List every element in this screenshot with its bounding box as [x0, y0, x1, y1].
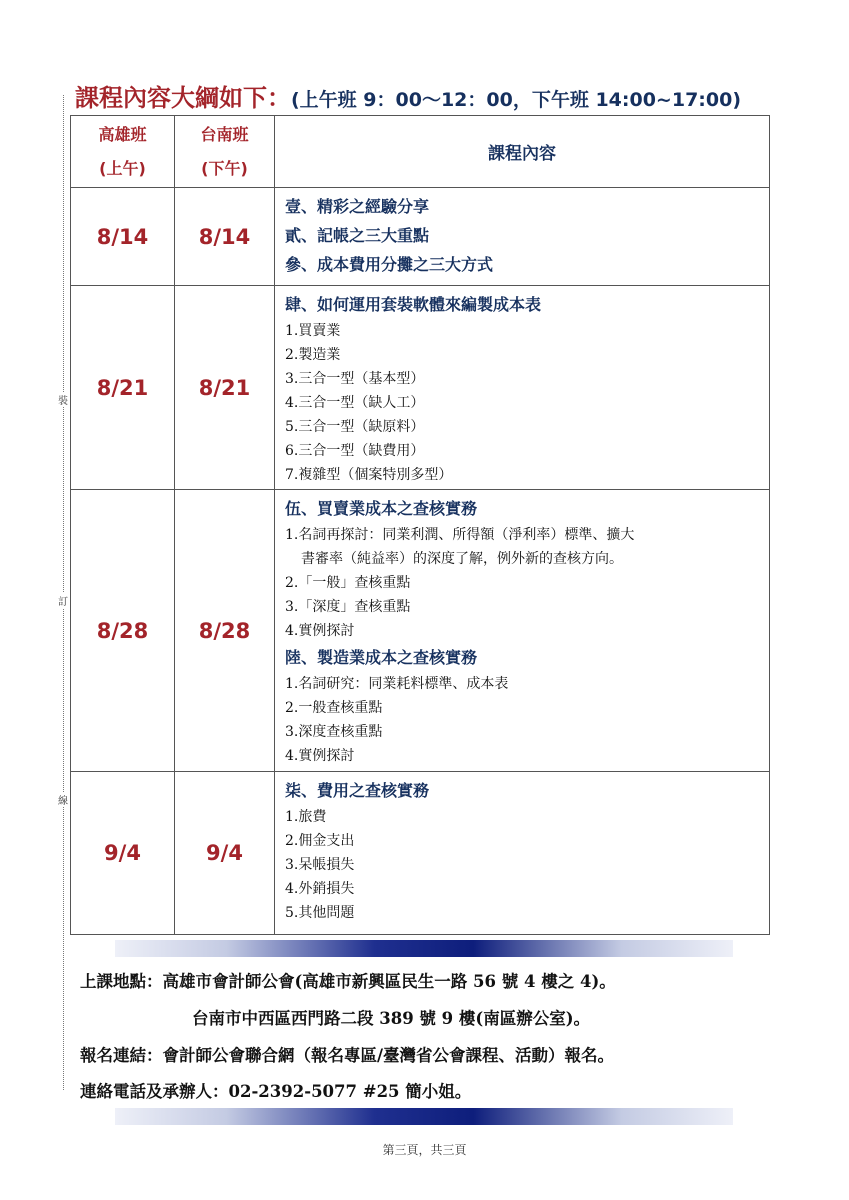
kaohsiung-date: 8/14	[71, 188, 175, 286]
course-content	[275, 490, 770, 772]
list-item: 3.呆帳損失	[285, 857, 355, 873]
list-item: 1.名詞再探討：同業利潤、所得額（淨利率）標準、擴大	[285, 527, 635, 543]
registration-info: 報名連結：會計師公會聯合網（報名專區/臺灣省公會課程、活動）報名。	[80, 1046, 615, 1065]
location-label: 上課地點：	[80, 972, 163, 991]
table-row	[71, 772, 770, 935]
list-item: 1.旅費	[285, 809, 327, 825]
list-item: 2.製造業	[285, 347, 341, 363]
list-item: 1.名詞研究：同業耗料標準、成本表	[285, 676, 509, 692]
location-tainan: 台南市中西區西門路二段 389 號 9 樓(南區辦公室)。	[192, 1009, 591, 1028]
course-content	[275, 286, 770, 490]
list-item: 5.其他問題	[285, 905, 355, 921]
table-row	[71, 490, 770, 772]
list-item: 書審率（純益率）的深度了解，例外新的查核方向。	[301, 551, 623, 567]
header-kaohsiung	[71, 116, 175, 188]
header-tainan	[175, 116, 275, 188]
list-item: 5.三合一型（缺原料）	[285, 419, 425, 435]
heading-schedule: (上午班 9：00～12：00，下午班 14:00~17:00)	[291, 89, 742, 111]
list-item: 1.買賣業	[285, 323, 341, 339]
section-title: 伍、買賣業成本之查核實務	[285, 499, 478, 518]
heading-title: 課程內容大綱如下：	[75, 84, 291, 112]
kaohsiung-date: 8/28	[71, 490, 175, 772]
section-title: 參、成本費用分攤之三大方式	[285, 255, 494, 274]
header-content: 課程內容	[275, 116, 770, 188]
tainan-date: 8/28	[175, 490, 275, 772]
list-item: 7.複雜型（個案特別多型）	[285, 467, 453, 483]
course-outline-table	[70, 115, 770, 935]
list-item: 4.外銷損失	[285, 881, 355, 897]
page-number-footer: 第三頁，共三頁	[382, 1143, 467, 1157]
binding-mark-zhuang: 裝	[57, 392, 69, 407]
list-item: 4.三合一型（缺人工）	[285, 395, 425, 411]
binding-mark-xian: 線	[57, 792, 69, 807]
binding-mark-ding: 訂	[57, 593, 69, 608]
table-row	[71, 286, 770, 490]
header-tainan-name: 台南班	[200, 124, 249, 144]
list-item: 6.三合一型（缺費用）	[285, 443, 425, 459]
kaohsiung-date: 8/21	[71, 286, 175, 490]
list-item: 2.「一般」查核重點	[285, 575, 411, 591]
divider-bar-top	[115, 940, 733, 957]
table-header-row	[71, 116, 770, 188]
tainan-date: 9/4	[175, 772, 275, 935]
list-item: 3.「深度」查核重點	[285, 599, 411, 615]
divider-bar-bottom	[115, 1108, 733, 1125]
header-tainan-session: (下午)	[201, 158, 248, 178]
tainan-date: 8/14	[175, 188, 275, 286]
section-title: 陸、製造業成本之查核實務	[285, 648, 478, 667]
table-row	[71, 188, 770, 286]
section-title: 柒、費用之查核實務	[285, 781, 430, 800]
page-heading	[75, 78, 741, 113]
kaohsiung-date: 9/4	[71, 772, 175, 935]
course-content	[275, 772, 770, 935]
list-item: 4.實例探討	[285, 623, 355, 639]
contact-info: 連絡電話及承辦人：02-2392-5077 #25 簡小姐。	[80, 1082, 472, 1101]
list-item: 3.三合一型（基本型）	[285, 371, 425, 387]
list-item: 3.深度查核重點	[285, 724, 383, 740]
section-title: 貳、記帳之三大重點	[285, 226, 430, 245]
list-item: 2.佣金支出	[285, 833, 355, 849]
location-kaohsiung-line	[80, 968, 616, 992]
list-item: 4.實例探討	[285, 748, 355, 764]
section-title: 壹、精彩之經驗分享	[285, 197, 430, 216]
header-kaohsiung-session: (上午)	[99, 158, 146, 178]
header-kaohsiung-name: 高雄班	[98, 124, 147, 144]
list-item: 2.一般查核重點	[285, 700, 383, 716]
location-kaohsiung: 高雄市會計師公會(高雄市新興區民生一路 56 號 4 樓之 4)。	[162, 972, 616, 991]
section-title: 肆、如何運用套裝軟體來編製成本表	[285, 295, 542, 314]
tainan-date: 8/21	[175, 286, 275, 490]
course-content	[275, 188, 770, 286]
